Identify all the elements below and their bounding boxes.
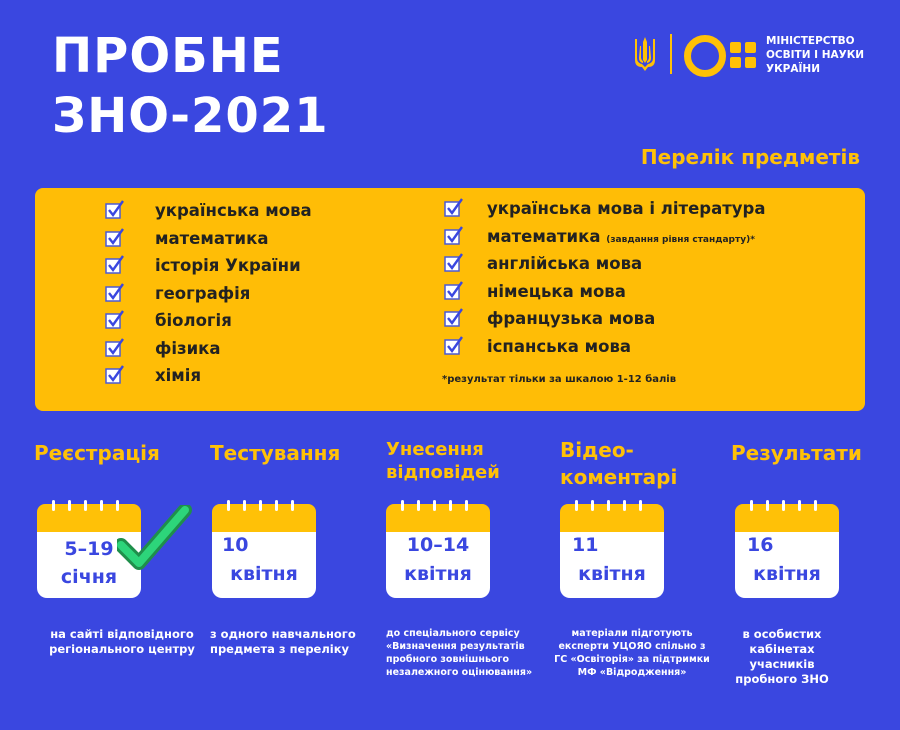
ministry-logo	[632, 32, 872, 76]
trident-icon	[632, 36, 658, 72]
calendar-date: 10	[222, 534, 249, 556]
subject-label: французька мова	[487, 309, 656, 328]
subject-label: географія	[155, 284, 251, 303]
calendar-results	[735, 500, 839, 598]
checkbox-checked-icon	[105, 200, 125, 220]
title-line-1: ПРОБНЕ	[52, 28, 284, 84]
calendar-date: 5–19	[64, 538, 114, 560]
stage-desc-testing: з одного навчального предмета з переліку	[210, 627, 356, 656]
stage-desc-answers: до спеціального сервісу «Визначення результатів пробного зовнішнього незалежного оцінювання»	[386, 628, 533, 678]
checkbox-checked-icon	[105, 283, 125, 303]
subject-label	[487, 227, 755, 246]
subject-label-text: математика	[487, 227, 601, 246]
stage-desc-results: в особистих кабінетах учасників пробного ЗНО	[735, 627, 829, 686]
calendar-month: квітня	[404, 563, 472, 585]
checkbox-checked-icon	[444, 198, 464, 218]
calendar-date: 10–14	[406, 534, 470, 556]
calendar-month: квітня	[230, 563, 298, 585]
subjects-panel	[35, 188, 865, 411]
checkbox-checked-icon	[444, 281, 464, 301]
logo-circle-mark	[684, 35, 726, 77]
calendar-month: квітня	[578, 563, 646, 585]
logo-square-mark	[745, 42, 756, 53]
subject-label: математика	[155, 229, 269, 248]
stage-title-results: Результати	[731, 441, 862, 465]
subjects-list-title: Перелік предметів	[640, 145, 860, 169]
checkbox-checked-icon	[105, 365, 125, 385]
subject-label: українська мова	[155, 201, 312, 220]
logo-square-mark	[730, 42, 741, 53]
checkbox-checked-icon	[444, 336, 464, 356]
stage-desc-video: матеріали підготують експерти УЦОЯО спільно з ГС «Освіторія» за підтримки МФ «Відродження»	[554, 628, 710, 678]
stage-title-answers: Унесення відповідей	[386, 439, 500, 483]
subject-label: англійська мова	[487, 254, 643, 273]
checkbox-checked-icon	[444, 253, 464, 273]
ministry-name-line-3: УКРАЇНИ	[766, 63, 820, 75]
calendar-month: січня	[60, 566, 118, 588]
checkbox-checked-icon	[444, 308, 464, 328]
subject-label: німецька мова	[487, 282, 626, 301]
logo-square-mark	[730, 57, 741, 68]
ministry-name-line-1: МІНІСТЕРСТВО	[766, 35, 855, 47]
stage-desc-registration: на сайті відповідного регіонального центру	[49, 627, 195, 656]
logo-square-mark	[745, 57, 756, 68]
page-title	[52, 26, 329, 146]
checkbox-checked-icon	[105, 255, 125, 275]
subject-label: фізика	[155, 339, 221, 358]
calendar-month: квітня	[753, 563, 821, 585]
calendar-testing	[212, 500, 316, 598]
subject-label: іспанська мова	[487, 337, 632, 356]
checkmark-icon	[117, 505, 192, 583]
title-line-2: ЗНО-2021	[52, 88, 329, 144]
checkbox-checked-icon	[105, 338, 125, 358]
checkbox-checked-icon	[105, 228, 125, 248]
subject-note: (завдання рівня стандарту)*	[606, 235, 755, 245]
calendar-answers	[386, 500, 490, 598]
subject-label: біологія	[155, 311, 232, 330]
subject-label: хімія	[155, 366, 202, 385]
subject-label: українська мова і література	[487, 199, 766, 218]
ministry-name-line-2: ОСВІТИ І НАУКИ	[766, 49, 865, 61]
checkbox-checked-icon	[105, 310, 125, 330]
stage-title-video: Відео-коментарі	[560, 438, 678, 489]
calendar-date: 16	[747, 534, 774, 556]
logo-divider	[670, 34, 672, 74]
calendar-date: 11	[572, 534, 599, 556]
checkbox-checked-icon	[444, 226, 464, 246]
footnote: *результат тільки за шкалою 1-12 балів	[442, 374, 677, 385]
calendar-video	[560, 500, 664, 598]
subject-label: історія України	[155, 256, 301, 275]
stage-title-registration: Реєстрація	[34, 441, 160, 465]
stage-title-testing: Тестування	[210, 441, 341, 465]
ministry-name	[766, 34, 864, 76]
